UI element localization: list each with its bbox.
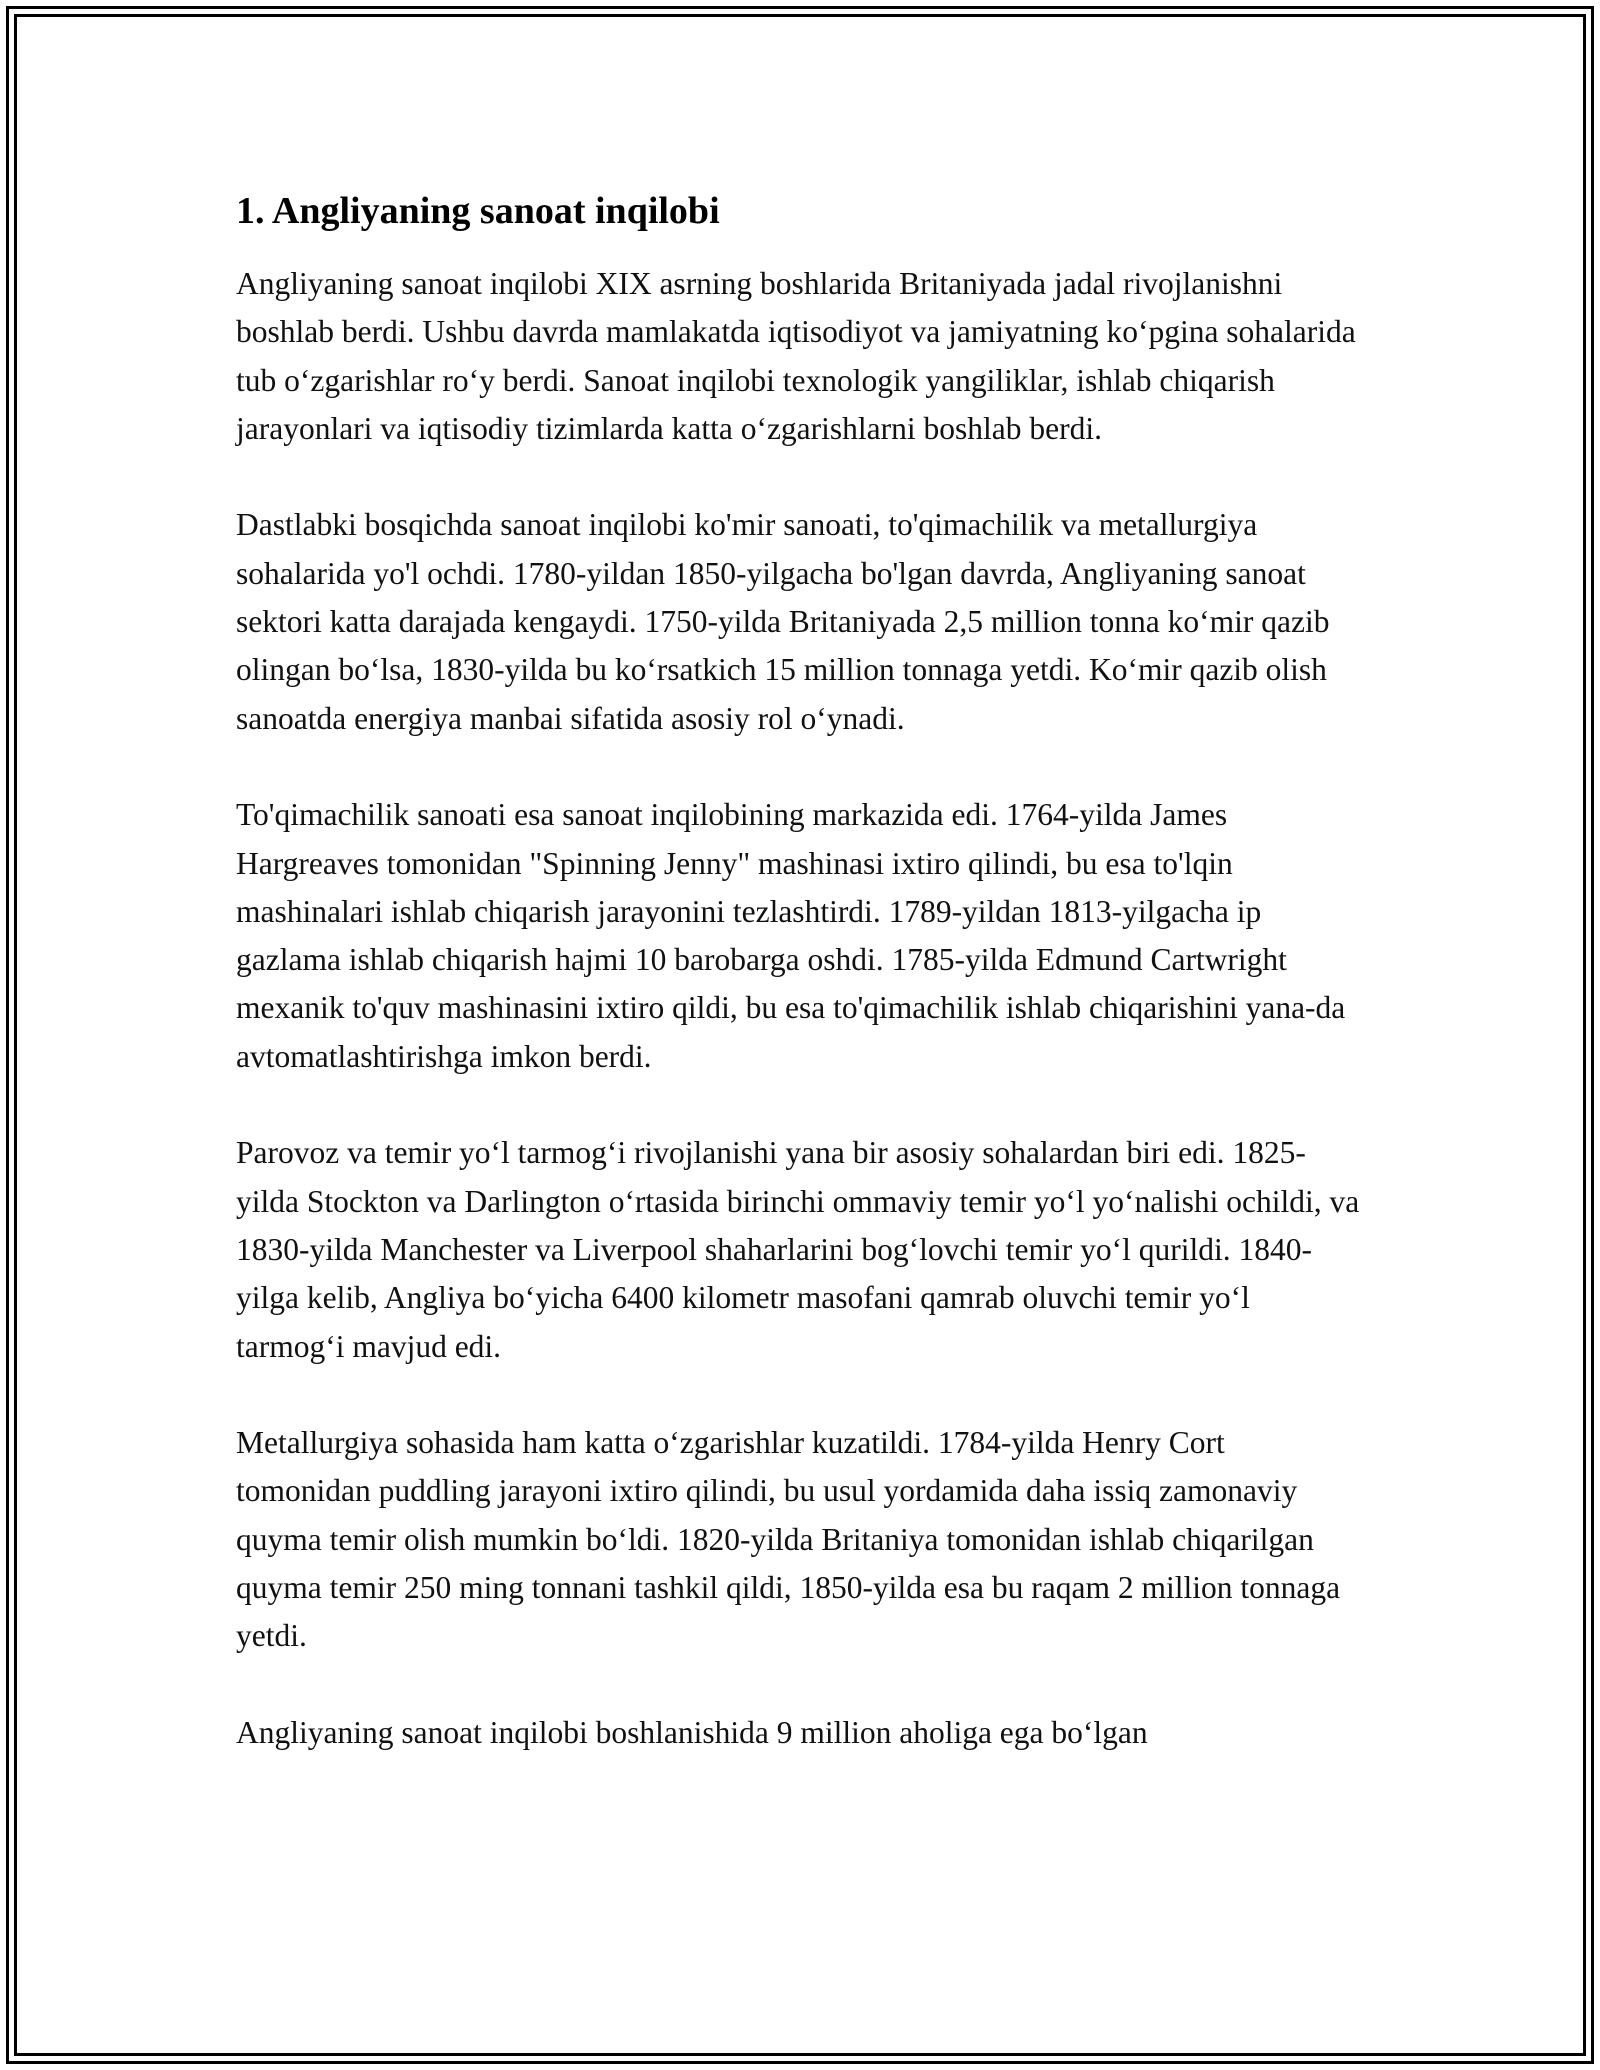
paragraph-metallurgy: Metallurgiya sohasida ham katta o‘zgarishlar kuzatildi. 1784-yilda Henry Cort tomonidan puddling jarayoni ixtiro qilindi, bu usul yordamida daha issiq zamonaviy quyma temir olish mumkin bo‘ldi. 1820-yilda Britaniya tomonidan ishlab chiqarilgan quyma temir 250 ming tonnani tashkil qildi, 1850-yilda esa bu raqam 2 million tonnaga yetdi. (236, 1425, 1341, 1654)
paragraph-coal: Dastlabki bosqichda sanoat inqilobi ko'mir sanoati, to'qimachilik va metallurgiya sohalarida yo'l ochdi. 1780-yildan 1850-yilgacha bo'lgan davrda, Angliyaning sanoat sektori katta darajada kengaydi. 1750-yilda Britaniyada 2,5 million tonna ko‘mir qazib olingan bo‘lsa, 1830-yilda bu ko‘rsatkich 15 million tonnaga yetdi. Ko‘mir qazib olish sanoatda energiya manbai sifatida asosiy rol o‘ynadi. (236, 507, 1330, 736)
section-heading: 1. Angliyaning sanoat inqilobi (236, 190, 720, 232)
document-body (236, 186, 1366, 1806)
paragraph-railway: Parovoz va temir yo‘l tarmog‘i rivojlanishi yana bir asosiy sohalardan biri edi. 1825-yilda Stockton va Darlington o‘rtasida birinchi ommaviy temir yo‘l yo‘nalishi ochildi, va 1830-yilda Manchester va Liverpool shaharlarini bog‘lovchi temir yo‘l qurildi. 1840-yilga kelib, Angliya bo‘yicha 6400 kilometr masofani qamrab oluvchi temir yo‘l tarmog‘i mavjud edi. (236, 1135, 1360, 1364)
paragraph-population: Angliyaning sanoat inqilobi boshlanishida 9 million aholiga ega bo‘lgan (236, 1714, 1148, 1750)
paragraph-textile: To'qimachilik sanoati esa sanoat inqilobining markazida edi. 1764-yilda James Hargreaves tomonidan "Spinning Jenny" mashinasi ixtiro qilindi, bu esa to'lqin mashinalari ishlab chiqarish jarayonini tezlashtirdi. 1789-yildan 1813-yilgacha ip gazlama ishlab chiqarish hajmi 10 barobarga oshdi. 1785-yilda Edmund Cartwright mexanik to'quv mashinasini ixtiro qildi, bu esa to'qimachilik ishlab chiqarishini yana-da avtomatlashtirishga imkon berdi. (236, 797, 1346, 1074)
paragraph-intro: Angliyaning sanoat inqilobi XIX asrning boshlarida Britaniyada jadal rivojlanishni boshlab berdi. Ushbu davrda mamlakatda iqtisodiyot va jamiyatning ko‘pgina sohalarida tub o‘zgarishlar ro‘y berdi. Sanoat inqilobi texnologik yangiliklar, ishlab chiqarish jarayonlari va iqtisodiy tizimlarda katta o‘zgarishlarni boshlab berdi. (236, 266, 1356, 446)
